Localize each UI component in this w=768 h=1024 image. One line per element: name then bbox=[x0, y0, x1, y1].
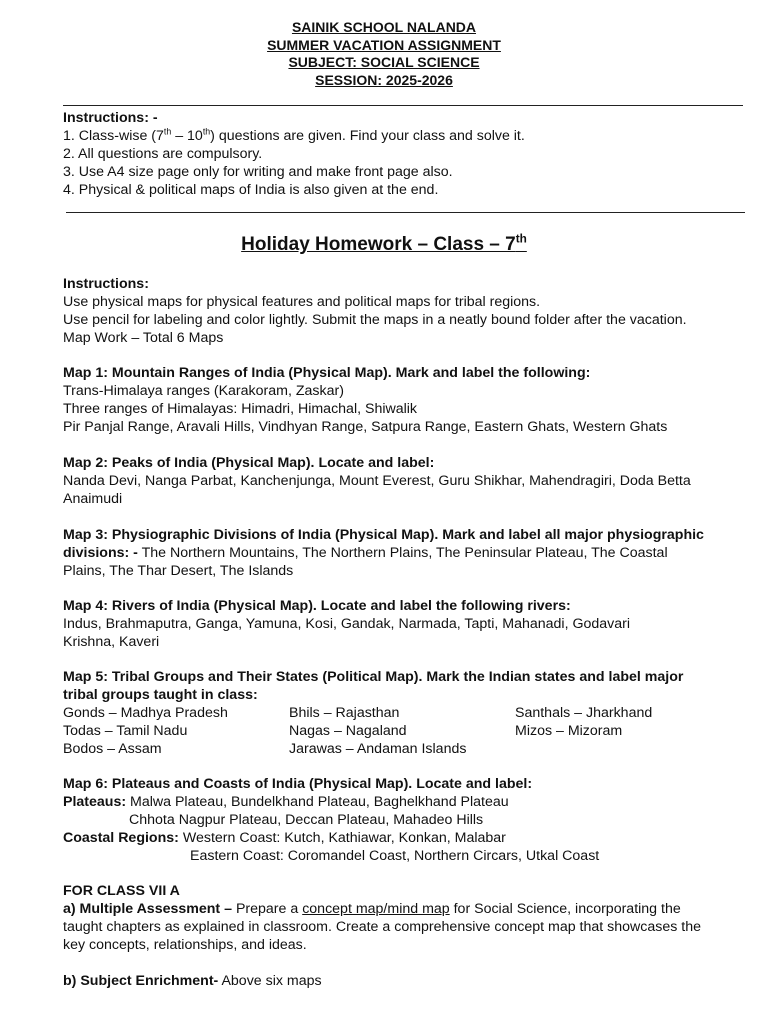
map2-line-2: Anaimudi bbox=[63, 491, 123, 507]
map1-line-2: Three ranges of Himalayas: Himadri, Himachal, Shiwalik bbox=[63, 401, 418, 417]
instruction-item-3: 3. Use A4 size page only for writing and make front page also. bbox=[63, 164, 453, 180]
assignment-title: SUMMER VACATION ASSIGNMENT bbox=[267, 36, 501, 53]
plateaus-line-2: Chhota Nagpur Plateau, Deccan Plateau, Mahadeo Hills bbox=[129, 812, 484, 828]
tribal-column-2 bbox=[289, 704, 466, 758]
tribal-entry: Jarawas – Andaman Islands bbox=[289, 741, 467, 757]
map2-line-1: Nanda Devi, Nanga Parbat, Kanchenjunga, Mount Everest, Guru Shikhar, Mahendragiri, Doda Betta bbox=[63, 473, 691, 489]
subject-enrichment-line: b) Subject Enrichment- Above six maps bbox=[63, 973, 322, 989]
map4-line-2: Krishna, Kaveri bbox=[63, 634, 160, 650]
tribal-entry: Mizos – Mizoram bbox=[515, 723, 623, 739]
map2-heading: Map 2: Peaks of India (Physical Map). Locate and label: bbox=[63, 455, 435, 471]
map4-section bbox=[63, 597, 753, 651]
instruction-item-4: 4. Physical & political maps of India is also given at the end. bbox=[63, 182, 439, 198]
class-viia-heading: FOR CLASS VII A bbox=[63, 883, 180, 899]
tribal-column-1 bbox=[63, 704, 228, 758]
map3-line-1: divisions: - The Northern Mountains, The Northern Plains, The Peninsular Plateau, The Coastal bbox=[63, 545, 668, 561]
general-instructions bbox=[63, 109, 753, 199]
map1-line-1: Trans-Himalaya ranges (Karakoram, Zaskar) bbox=[63, 383, 344, 399]
subject-enrichment bbox=[63, 972, 753, 990]
tribal-entry: Bhils – Rajasthan bbox=[289, 705, 400, 721]
multiple-assessment-line-3: key concepts, relationships, and ideas. bbox=[63, 937, 307, 953]
class-viia-section bbox=[63, 882, 753, 954]
map1-heading: Map 1: Mountain Ranges of India (Physical Map). Mark and label the following: bbox=[63, 365, 591, 381]
map5-heading-cont: tribal groups taught in class: bbox=[63, 687, 258, 703]
tribal-column-3 bbox=[515, 704, 652, 740]
map6-heading: Map 6: Plateaus and Coasts of India (Physical Map). Locate and label: bbox=[63, 776, 533, 792]
map5-section bbox=[63, 668, 753, 758]
homework-instruction-2: Use pencil for labeling and color lightly. Submit the maps in a neatly bound folder after the vacation. bbox=[63, 312, 687, 328]
concept-map-link-text: concept map/mind map bbox=[302, 901, 450, 917]
coastal-line-1: Coastal Regions: Western Coast: Kutch, Kathiawar, Konkan, Malabar bbox=[63, 830, 506, 846]
homework-instructions-title: Instructions: bbox=[63, 276, 149, 292]
document-header bbox=[0, 19, 768, 89]
coastal-line-2: Eastern Coast: Coromandel Coast, Northern Circars, Utkal Coast bbox=[190, 848, 600, 864]
map4-line-1: Indus, Brahmaputra, Ganga, Yamuna, Kosi, Gandak, Narmada, Tapti, Mahanadi, Godavari bbox=[63, 616, 631, 632]
map5-heading: Map 5: Tribal Groups and Their States (Political Map). Mark the Indian states and label major bbox=[63, 669, 684, 685]
session-line: SESSION: 2025-2026 bbox=[315, 71, 453, 88]
multiple-assessment-line-2: taught chapters as explained in classroom. Create a comprehensive concept map that showcases the bbox=[63, 919, 702, 935]
tribal-entry: Nagas – Nagaland bbox=[289, 723, 407, 739]
multiple-assessment-line-1: a) Multiple Assessment – Prepare a concept map/mind map for Social Science, incorporating the bbox=[63, 901, 681, 917]
homework-title: Holiday Homework – Class – 7th bbox=[241, 232, 527, 255]
divider-top bbox=[63, 105, 743, 106]
map3-heading: Map 3: Physiographic Divisions of India (Physical Map). Mark and label all major physiographic bbox=[63, 527, 704, 543]
map6-section bbox=[63, 775, 753, 865]
tribal-entry: Gonds – Madhya Pradesh bbox=[63, 705, 228, 721]
school-name: SAINIK SCHOOL NALANDA bbox=[291, 19, 477, 35]
tribal-entry: Todas – Tamil Nadu bbox=[63, 723, 188, 739]
divider-bottom bbox=[66, 212, 745, 213]
map2-section bbox=[63, 454, 753, 508]
map1-line-3: Pir Panjal Range, Aravali Hills, Vindhyan Range, Satpura Range, Eastern Ghats, Western Ghats bbox=[63, 419, 668, 435]
homework-instructions bbox=[63, 275, 753, 347]
homework-instruction-1: Use physical maps for physical features and political maps for tribal regions. bbox=[63, 294, 541, 310]
tribal-entry: Bodos – Assam bbox=[63, 741, 162, 757]
map3-line-2: Plains, The Thar Desert, The Islands bbox=[63, 563, 294, 579]
instruction-item-1: 1. Class-wise (7th – 10th) questions are given. Find your class and solve it. bbox=[63, 126, 525, 144]
instruction-item-2: 2. All questions are compulsory. bbox=[63, 146, 263, 162]
plateaus-line-1: Plateaus: Malwa Plateau, Bundelkhand Plateau, Baghelkhand Plateau bbox=[63, 794, 509, 810]
homework-instruction-3: Map Work – Total 6 Maps bbox=[63, 330, 224, 346]
tribal-entry: Santhals – Jharkhand bbox=[515, 705, 653, 721]
map4-heading: Map 4: Rivers of India (Physical Map). Locate and label the following rivers: bbox=[63, 598, 571, 614]
tribal-groups-grid bbox=[63, 704, 753, 758]
general-instructions-title: Instructions: - bbox=[63, 110, 158, 126]
map1-section bbox=[63, 364, 753, 436]
subject-line: SUBJECT: SOCIAL SCIENCE bbox=[288, 54, 480, 70]
map3-section bbox=[63, 526, 753, 580]
